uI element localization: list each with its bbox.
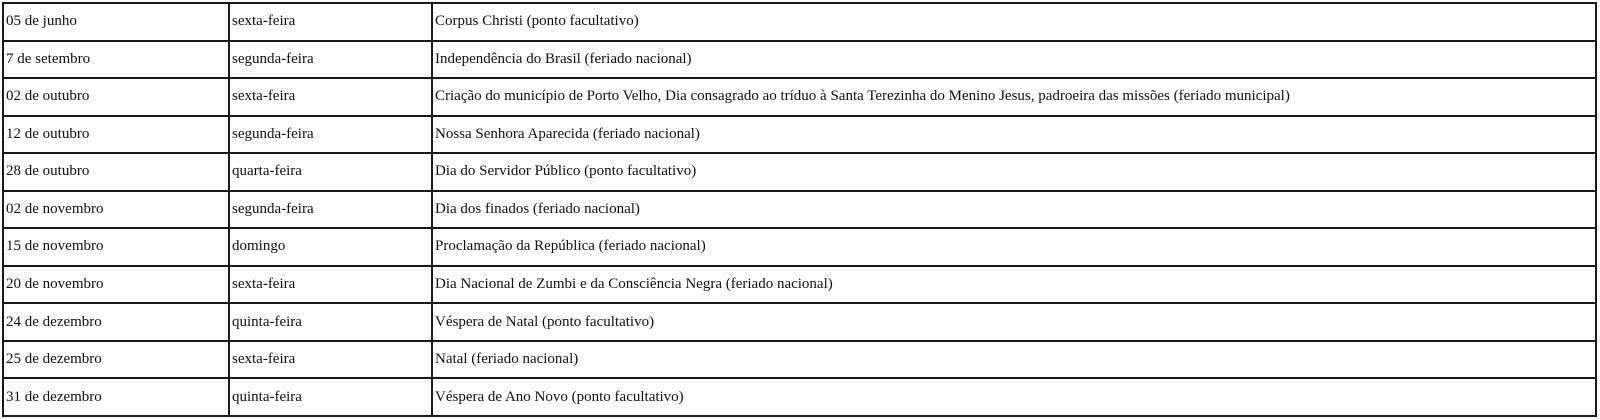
description-cell: Véspera de Natal (ponto facultativo) <box>432 303 1596 341</box>
table-row <box>3 191 1596 229</box>
weekday-cell: sexta-feira <box>229 78 432 116</box>
table-row <box>3 116 1596 154</box>
date-cell: 02 de outubro <box>3 78 229 116</box>
weekday-cell: quinta-feira <box>229 378 432 416</box>
holiday-table <box>2 2 1597 417</box>
description-cell: Independência do Brasil (feriado nacional) <box>432 41 1596 79</box>
date-cell: 24 de dezembro <box>3 303 229 341</box>
description-cell: Dia Nacional de Zumbi e da Consciência Negra (feriado nacional) <box>432 266 1596 304</box>
weekday-cell: quinta-feira <box>229 303 432 341</box>
date-cell: 28 de outubro <box>3 153 229 191</box>
table-row <box>3 266 1596 304</box>
weekday-cell: segunda-feira <box>229 191 432 229</box>
date-cell: 05 de junho <box>3 3 229 41</box>
weekday-cell: sexta-feira <box>229 3 432 41</box>
date-cell: 31 de dezembro <box>3 378 229 416</box>
weekday-cell: sexta-feira <box>229 266 432 304</box>
date-cell: 25 de dezembro <box>3 341 229 379</box>
description-cell: Dia do Servidor Público (ponto facultativo) <box>432 153 1596 191</box>
date-cell: 15 de novembro <box>3 228 229 266</box>
date-cell: 02 de novembro <box>3 191 229 229</box>
date-cell: 7 de setembro <box>3 41 229 79</box>
description-cell: Corpus Christi (ponto facultativo) <box>432 3 1596 41</box>
date-cell: 12 de outubro <box>3 116 229 154</box>
description-cell: Nossa Senhora Aparecida (feriado nacional) <box>432 116 1596 154</box>
table-row <box>3 41 1596 79</box>
table-row <box>3 341 1596 379</box>
table-row <box>3 3 1596 41</box>
description-cell: Véspera de Ano Novo (ponto facultativo) <box>432 378 1596 416</box>
weekday-cell: quarta-feira <box>229 153 432 191</box>
description-cell: Criação do município de Porto Velho, Dia consagrado ao tríduo à Santa Terezinha do Menino Jesus, padroeira das missões (feriado municipal) <box>432 78 1596 116</box>
table-row <box>3 378 1596 416</box>
weekday-cell: segunda-feira <box>229 116 432 154</box>
table-row <box>3 153 1596 191</box>
weekday-cell: domingo <box>229 228 432 266</box>
table-row <box>3 228 1596 266</box>
table-row <box>3 303 1596 341</box>
description-cell: Natal (feriado nacional) <box>432 341 1596 379</box>
date-cell: 20 de novembro <box>3 266 229 304</box>
table-row <box>3 78 1596 116</box>
description-cell: Dia dos finados (feriado nacional) <box>432 191 1596 229</box>
description-cell: Proclamação da República (feriado nacional) <box>432 228 1596 266</box>
weekday-cell: segunda-feira <box>229 41 432 79</box>
weekday-cell: sexta-feira <box>229 341 432 379</box>
